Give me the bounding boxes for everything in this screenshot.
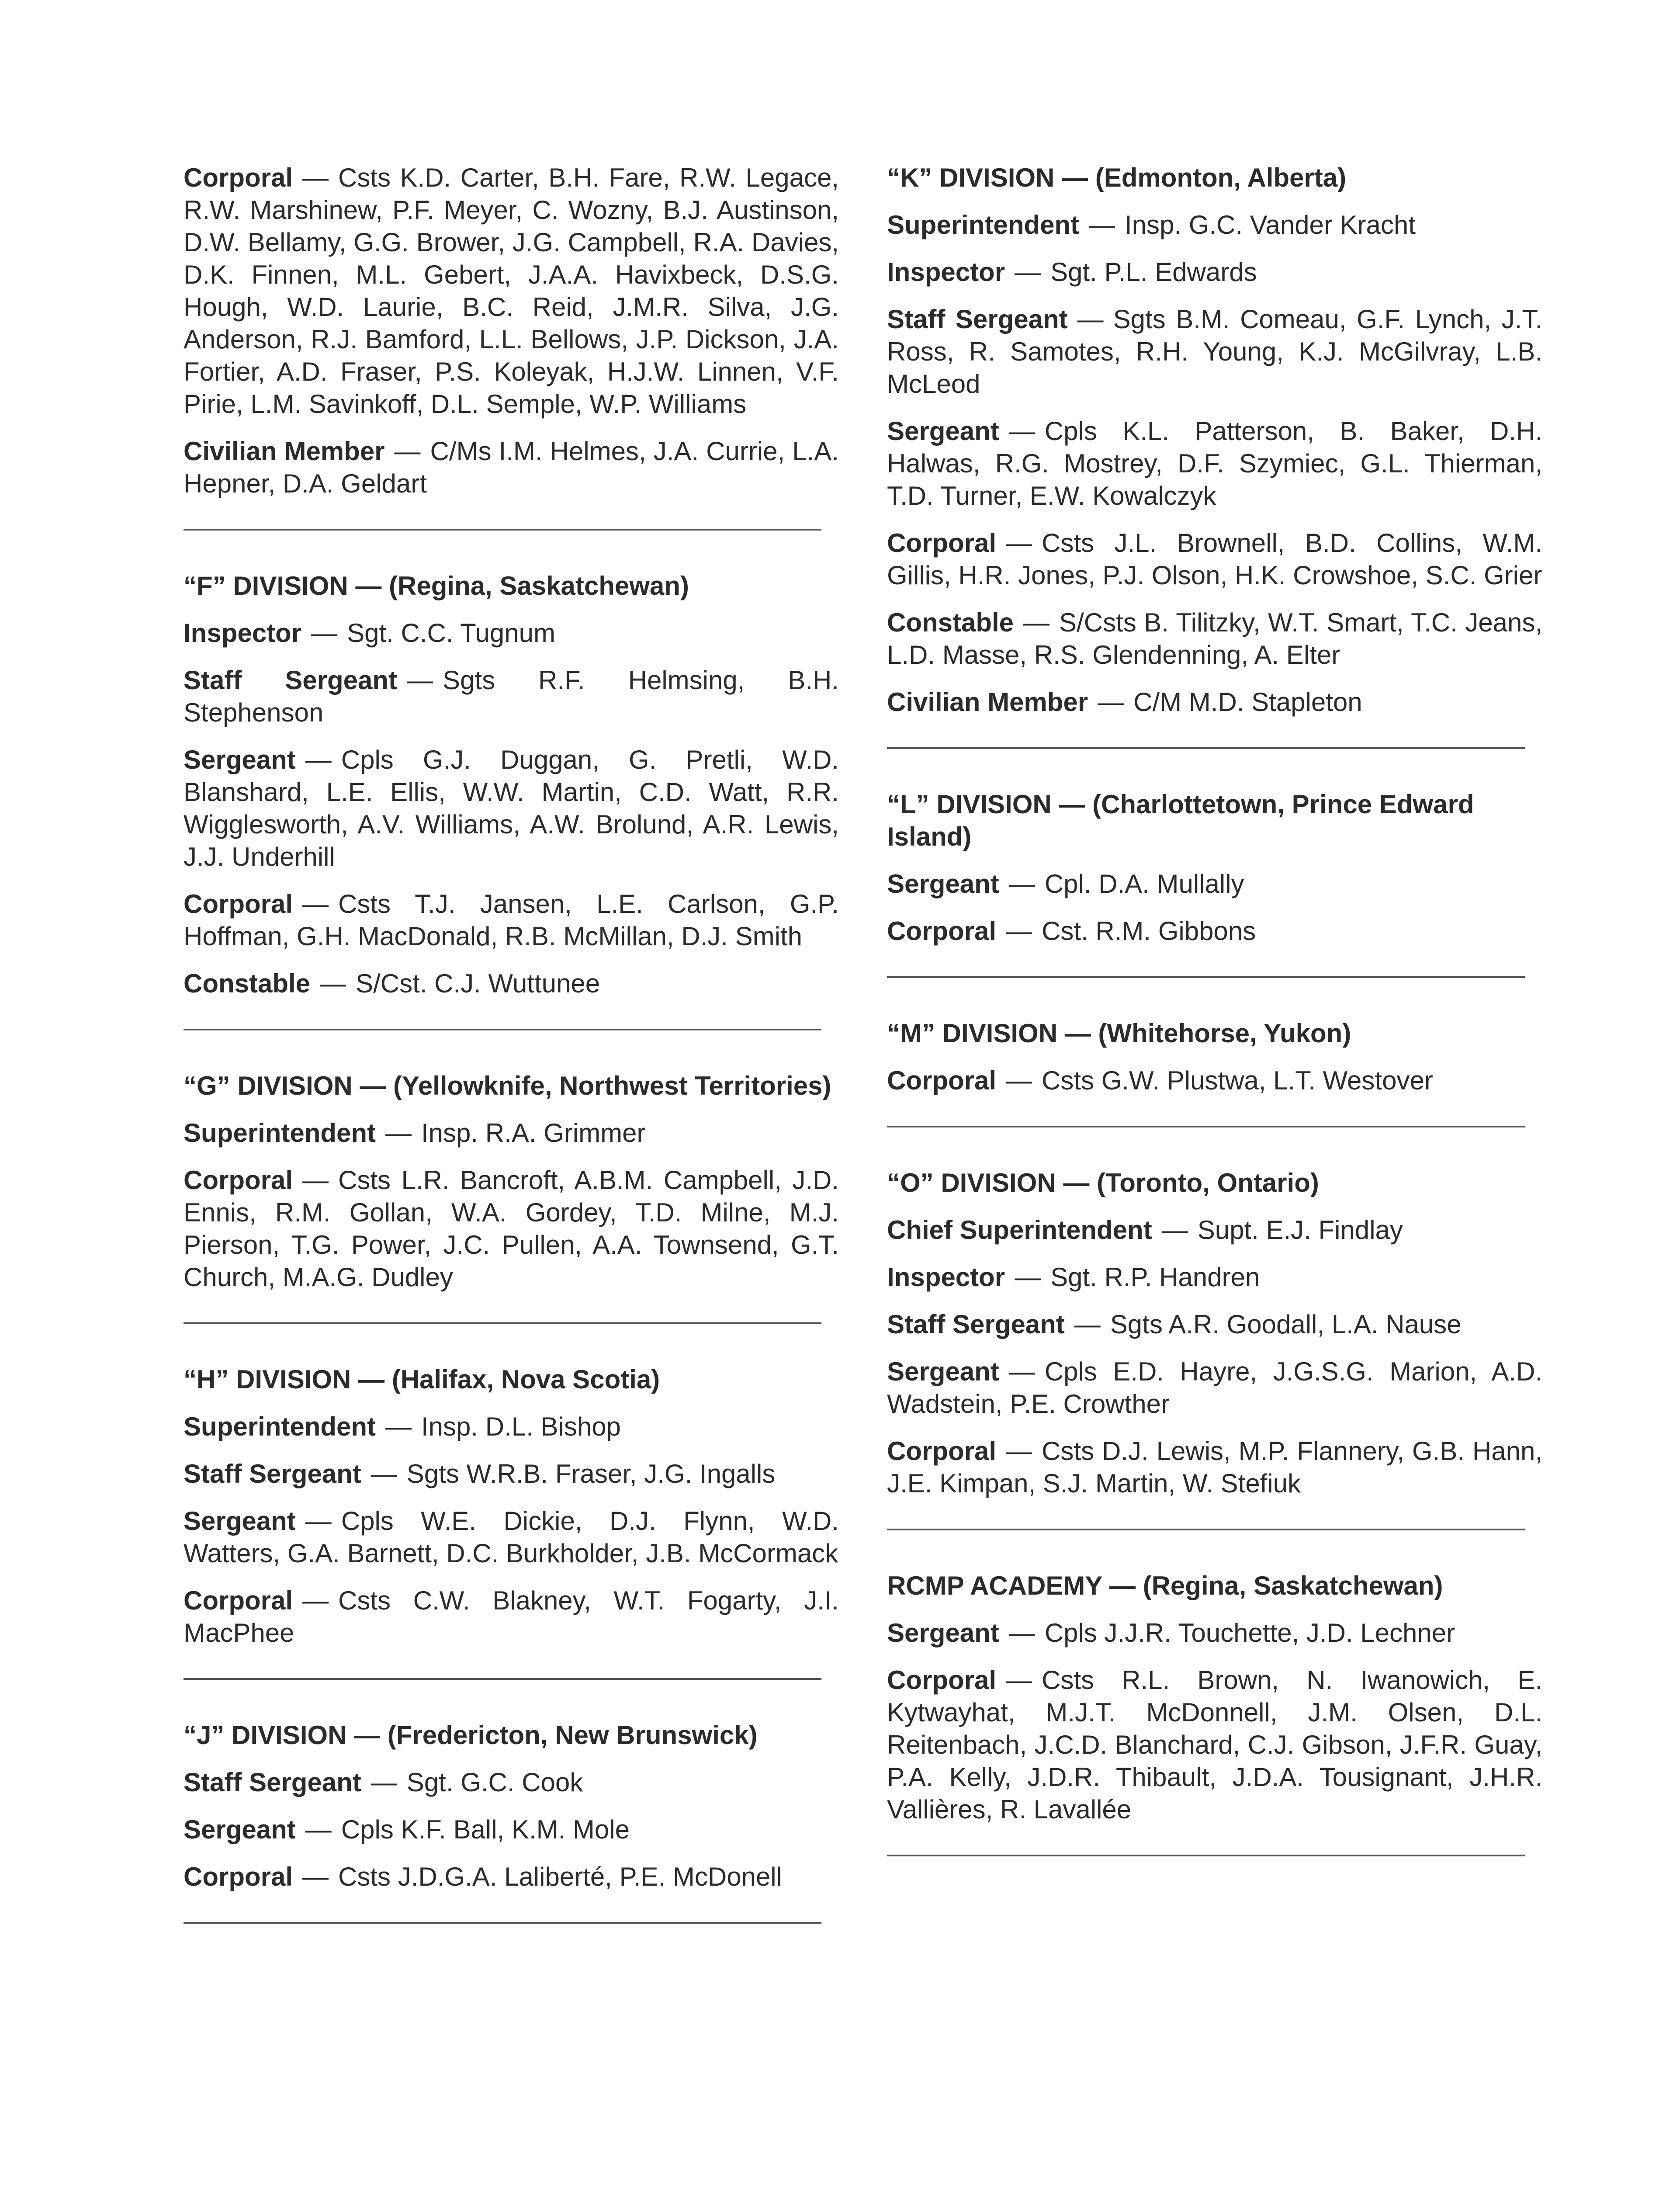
rank-entry-civilian-member — [184, 435, 839, 500]
rank-entry-staff-sergeant — [184, 1766, 839, 1799]
member-names: Insp. D.L. Bishop — [421, 1412, 621, 1441]
rank-entry-staff-sergeant — [184, 664, 839, 729]
member-names: Sgts B.M. Comeau, G.F. Lynch, J.T. Ross, R. Samotes, R.H. Young, K.J. McGilvray, L.B. McLeod — [887, 305, 1543, 399]
rank-label: Inspector — [184, 618, 302, 648]
member-names: Csts T.J. Jansen, L.E. Carlson, G.P. Hoffman, G.H. MacDonald, R.B. McMillan, D.J. Smith — [184, 889, 839, 951]
rank-entry-sergeant — [887, 868, 1542, 900]
member-names: C/Ms I.M. Helmes, J.A. Currie, L.A. Hepner, D.A. Geldart — [184, 437, 839, 498]
rank-label: Staff Sergeant — [184, 666, 398, 695]
rank-label: Sergeant — [887, 1618, 999, 1647]
rank-entry-staff-sergeant — [887, 1308, 1542, 1341]
rank-entry-constable — [887, 607, 1542, 671]
em-dash-separator: — — [385, 1118, 412, 1148]
member-names: Insp. R.A. Grimmer — [421, 1118, 646, 1148]
rank-entry-corporal — [184, 1861, 839, 1893]
em-dash-separator: — — [1008, 869, 1035, 898]
rank-label: Superintendent — [184, 1118, 376, 1148]
rank-label: Inspector — [887, 257, 1005, 287]
rank-entry-sergeant — [887, 415, 1542, 512]
member-names: Csts C.W. Blakney, W.T. Fogarty, J.I. MacPhee — [184, 1586, 839, 1647]
rank-entry-corporal — [887, 1435, 1542, 1500]
em-dash-separator: — — [302, 1165, 329, 1195]
rank-entry-sergeant — [887, 1617, 1542, 1649]
rank-label: Staff Sergeant — [184, 1768, 361, 1797]
em-dash-separator: — — [1008, 1357, 1035, 1386]
rank-label: Sergeant — [887, 1357, 999, 1386]
division-block — [184, 570, 839, 1030]
rank-label: Sergeant — [184, 1815, 296, 1844]
rank-label: Corporal — [887, 916, 997, 946]
member-names: Csts J.L. Brownell, B.D. Collins, W.M. Gillis, H.R. Jones, P.J. Olson, H.K. Crowshoe, S.C. Grier — [887, 528, 1542, 590]
division-heading: “M” DIVISION — (Whitehorse, Yukon) — [887, 1019, 1351, 1048]
em-dash-separator: — — [1098, 687, 1124, 717]
rank-label: Corporal — [184, 1165, 293, 1195]
section-divider — [887, 1126, 1525, 1127]
em-dash-separator: — — [1015, 257, 1041, 287]
em-dash-separator: — — [1077, 305, 1104, 334]
rank-label: Corporal — [887, 1066, 997, 1095]
em-dash-separator: — — [302, 889, 329, 919]
division-block — [887, 1017, 1542, 1127]
em-dash-separator: — — [1006, 1066, 1032, 1095]
em-dash-separator: — — [394, 437, 421, 466]
member-names: Cpls K.F. Ball, K.M. Mole — [341, 1815, 630, 1844]
division-block — [184, 1070, 839, 1324]
rank-entry-staff-sergeant — [184, 1458, 839, 1490]
rank-label: Sergeant — [184, 1506, 296, 1536]
section-divider — [184, 1922, 821, 1924]
member-names: S/Cst. C.J. Wuttunee — [356, 969, 600, 998]
rank-label: Staff Sergeant — [887, 305, 1068, 334]
em-dash-separator: — — [1074, 1310, 1101, 1339]
em-dash-separator: — — [302, 163, 329, 192]
em-dash-separator: — — [371, 1459, 397, 1488]
em-dash-separator: — — [1006, 528, 1032, 558]
division-heading: “L” DIVISION — (Charlottetown, Prince Edward Island) — [887, 790, 1474, 851]
member-names: Sgts W.R.B. Fraser, J.G. Ingalls — [406, 1459, 776, 1488]
section-divider — [184, 1029, 821, 1030]
rank-label: Sergeant — [887, 869, 999, 898]
em-dash-separator: — — [1008, 416, 1035, 446]
rank-label: Corporal — [184, 889, 293, 919]
member-names: Csts L.R. Bancroft, A.B.M. Campbell, J.D. Ennis, R.M. Gollan, W.A. Gordey, T.D. Milne, M.J. Pierson, T.G. Power, J.C. Pullen, A.A. Townsend, G.T. Church, M.A.G. Dudley — [184, 1165, 839, 1292]
member-names: Sgt. C.C. Tugnum — [347, 618, 555, 648]
division-heading: RCMP ACADEMY — (Regina, Saskatchewan) — [887, 1571, 1443, 1600]
rank-entry-civilian-member — [887, 686, 1542, 718]
rank-label: Constable — [887, 608, 1014, 637]
division-block — [887, 1167, 1542, 1530]
division-block — [887, 162, 1542, 749]
rank-entry-constable — [184, 968, 839, 1000]
em-dash-separator: — — [1161, 1215, 1188, 1245]
rank-entry-corporal — [184, 1164, 839, 1294]
em-dash-separator: — — [1006, 916, 1032, 946]
rank-label: Corporal — [887, 528, 997, 558]
rank-entry-superintendent — [184, 1411, 839, 1443]
rank-label: Inspector — [887, 1262, 1005, 1292]
member-names: Sgt. G.C. Cook — [406, 1768, 583, 1797]
member-names: Cst. R.M. Gibbons — [1042, 916, 1256, 946]
em-dash-separator: — — [1006, 1436, 1032, 1466]
section-divider — [887, 747, 1525, 749]
rank-label: Sergeant — [184, 745, 296, 774]
rank-entry-corporal — [887, 1664, 1542, 1826]
em-dash-separator: — — [305, 1506, 332, 1536]
rank-label: Sergeant — [887, 416, 999, 446]
division-heading: “O” DIVISION — (Toronto, Ontario) — [887, 1168, 1319, 1197]
em-dash-separator: — — [371, 1768, 397, 1797]
rank-label: Chief Superintendent — [887, 1215, 1152, 1245]
em-dash-separator: — — [302, 1586, 329, 1615]
division-block — [184, 1363, 839, 1680]
rank-label: Corporal — [887, 1436, 997, 1466]
rank-entry-inspector — [887, 256, 1542, 288]
rank-entry-corporal — [887, 915, 1542, 947]
rank-entry-superintendent — [184, 1117, 839, 1149]
member-names: Insp. G.C. Vander Kracht — [1125, 210, 1416, 239]
member-names: Cpls J.J.R. Touchette, J.D. Lechner — [1044, 1618, 1455, 1647]
rank-label: Civilian Member — [184, 437, 385, 466]
rank-label: Staff Sergeant — [184, 1459, 361, 1488]
section-divider — [887, 1529, 1525, 1530]
member-names: Cpls E.D. Hayre, J.G.S.G. Marion, A.D. Wadstein, P.E. Crowther — [887, 1357, 1542, 1419]
member-names: Csts J.D.G.A. Laliberté, P.E. McDonell — [338, 1862, 782, 1891]
em-dash-separator: — — [320, 969, 346, 998]
rank-label: Civilian Member — [887, 687, 1088, 717]
member-names: S/Csts B. Tilitzky, W.T. Smart, T.C. Jeans, L.D. Masse, R.S. Glendenning, A. Elter — [887, 608, 1542, 669]
rank-entry-inspector — [887, 1261, 1542, 1294]
division-block — [887, 1570, 1542, 1856]
em-dash-separator: — — [305, 745, 332, 774]
rank-label: Corporal — [184, 1862, 293, 1891]
member-names: Sgts A.R. Goodall, L.A. Nause — [1110, 1310, 1462, 1339]
rank-entry-corporal — [887, 1065, 1542, 1097]
rank-label: Superintendent — [887, 210, 1080, 239]
rank-entry-chief-superintendent — [887, 1214, 1542, 1246]
section-divider — [184, 1678, 821, 1680]
division-heading: “G” DIVISION — (Yellowknife, Northwest Territories) — [184, 1071, 831, 1100]
division-block — [887, 788, 1542, 978]
rank-entry-sergeant — [184, 1505, 839, 1570]
section-divider — [887, 976, 1525, 978]
division-block — [184, 162, 839, 531]
member-names: Csts D.J. Lewis, M.P. Flannery, G.B. Hann, J.E. Kimpan, S.J. Martin, W. Stefiuk — [887, 1436, 1542, 1498]
section-divider — [887, 1855, 1525, 1856]
em-dash-separator: — — [1089, 210, 1115, 239]
member-names: Csts R.L. Brown, N. Iwanowich, E. Kytwayhat, M.J.T. McDonnell, J.M. Olsen, D.L. Reitenbach, J.C.D. Blanchard, C.J. Gibson, J.F.R. Guay, P.A. Kelly, J.D.R. Thibault, J.D.A. Tousignant, J.H.R. Vallières, R. Lavallée — [887, 1665, 1542, 1824]
rank-label: Superintendent — [184, 1412, 376, 1441]
rank-entry-corporal — [184, 162, 839, 420]
rank-label: Constable — [184, 969, 311, 998]
rank-entry-staff-sergeant — [887, 303, 1542, 400]
em-dash-separator: — — [1006, 1665, 1032, 1695]
rank-label: Staff Sergeant — [887, 1310, 1065, 1339]
division-block — [184, 1719, 839, 1924]
rank-entry-corporal — [184, 888, 839, 953]
member-names: Supt. E.J. Findlay — [1197, 1215, 1403, 1245]
section-divider — [184, 529, 821, 531]
rank-label: Corporal — [887, 1665, 997, 1695]
member-names: Csts K.D. Carter, B.H. Fare, R.W. Legace, R.W. Marshinew, P.F. Meyer, C. Wozny, B.J. Austinson, D.W. Bellamy, G.G. Brower, J.G. Campbell, R.A. Davies, D.K. Finnen, M.L. Gebert, J.A.A. Havixbeck, D.S.G. Hough, W.D. Laurie, B.C. Reid, J.M.R. Silva, J.G. Anderson, R.J. Bamford, L.L. Bellows, J.P. Dickson, J.A. Fortier, A.D. Fraser, P.S. Koleyak, H.J.W. Linnen, V.F. Pirie, L.M. Savinkoff, D.L. Semple, W.P. Williams — [184, 163, 839, 419]
rank-entry-sergeant — [184, 1814, 839, 1846]
division-heading: “J” DIVISION — (Fredericton, New Brunswick) — [184, 1720, 758, 1750]
member-names: Csts G.W. Plustwa, L.T. Westover — [1042, 1066, 1433, 1095]
rank-entry-corporal — [184, 1585, 839, 1649]
division-heading: “H” DIVISION — (Halifax, Nova Scotia) — [184, 1365, 660, 1394]
left-column — [184, 162, 839, 1963]
member-names: Sgt. R.P. Handren — [1050, 1262, 1260, 1292]
em-dash-separator: — — [1023, 608, 1050, 637]
member-names: Sgts R.F. Helmsing, B.H. Stephenson — [184, 666, 839, 727]
member-names: Cpls G.J. Duggan, G. Pretli, W.D. Blanshard, L.E. Ellis, W.W. Martin, C.D. Watt, R.R. Wigglesworth, A.V. Williams, A.W. Brolund, A.R. Lewis, J.J. Underhill — [184, 745, 839, 871]
em-dash-separator: — — [311, 618, 338, 648]
em-dash-separator: — — [1015, 1262, 1041, 1292]
division-heading: “F” DIVISION — (Regina, Saskatchewan) — [184, 571, 689, 600]
member-names: Sgt. P.L. Edwards — [1050, 257, 1257, 287]
em-dash-separator: — — [407, 666, 433, 695]
em-dash-separator: — — [385, 1412, 412, 1441]
division-heading: “K” DIVISION — (Edmonton, Alberta) — [887, 163, 1347, 192]
rank-entry-inspector — [184, 617, 839, 649]
em-dash-separator: — — [1008, 1618, 1035, 1647]
rank-label: Corporal — [184, 163, 293, 192]
member-names: Cpl. D.A. Mullally — [1044, 869, 1244, 898]
rank-entry-sergeant — [887, 1356, 1542, 1420]
member-names: C/M M.D. Stapleton — [1133, 687, 1362, 717]
rank-label: Corporal — [184, 1586, 293, 1615]
rank-entry-sergeant — [184, 744, 839, 873]
rank-entry-superintendent — [887, 209, 1542, 241]
right-column — [887, 162, 1542, 1896]
em-dash-separator: — — [302, 1862, 329, 1891]
rank-entry-corporal — [887, 527, 1542, 592]
em-dash-separator: — — [305, 1815, 332, 1844]
section-divider — [184, 1322, 821, 1324]
member-names: Cpls K.L. Patterson, B. Baker, D.H. Halwas, R.G. Mostrey, D.F. Szymiec, G.L. Thierman, T.D. Turner, E.W. Kowalczyk — [887, 416, 1542, 510]
member-names: Cpls W.E. Dickie, D.J. Flynn, W.D. Watters, G.A. Barnett, D.C. Burkholder, J.B. McCormack — [184, 1506, 839, 1568]
